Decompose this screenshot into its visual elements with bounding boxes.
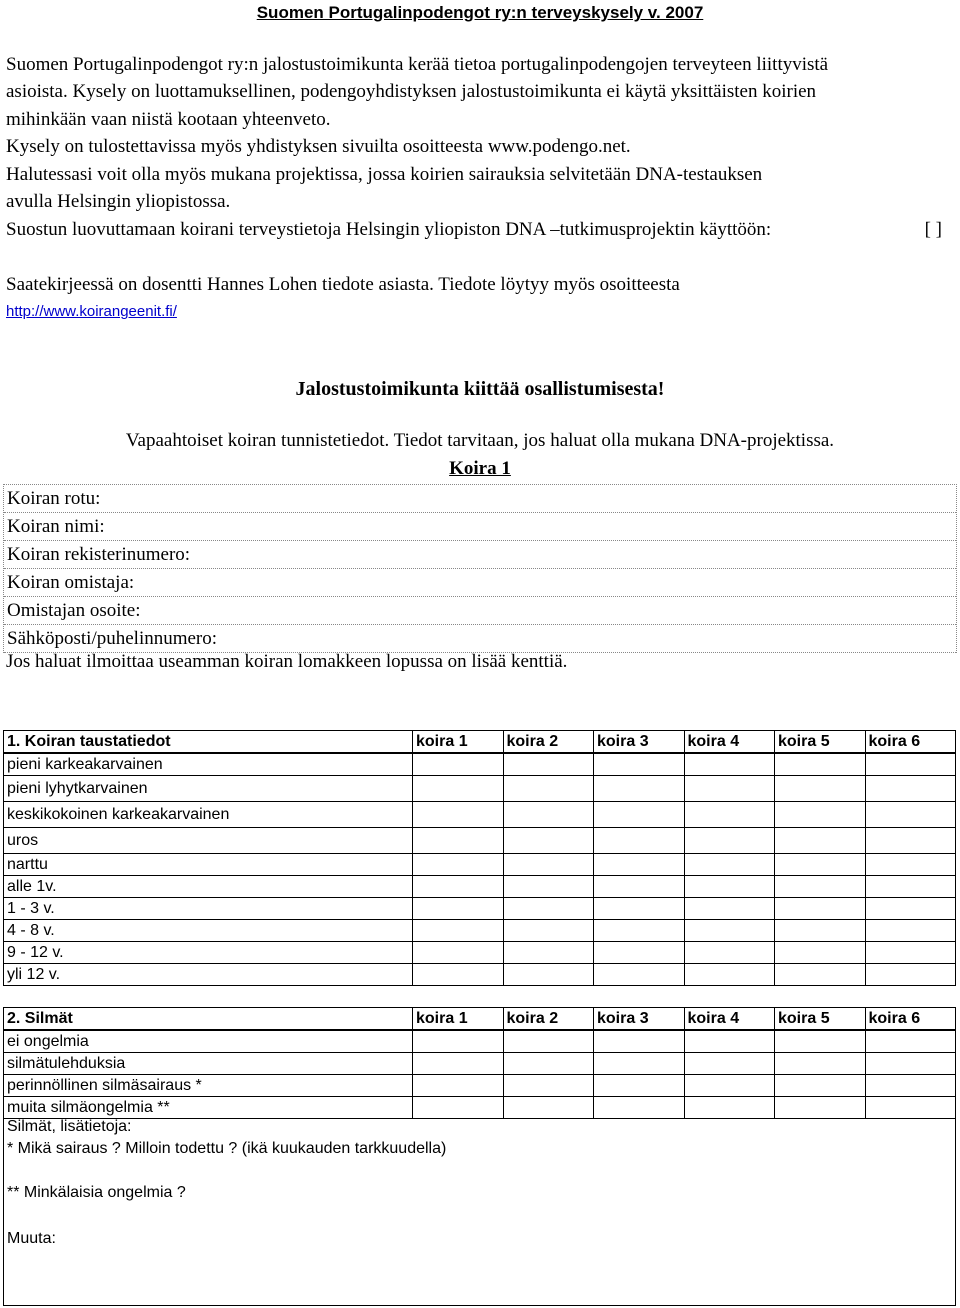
answer-cell[interactable]: [413, 964, 504, 986]
answer-cell[interactable]: [413, 753, 504, 776]
answer-cell[interactable]: [684, 776, 775, 802]
answer-cell[interactable]: [503, 942, 594, 964]
answer-cell[interactable]: [684, 920, 775, 942]
dog-1-title: Koira 1: [449, 458, 511, 479]
answer-cell[interactable]: [865, 898, 956, 920]
answer-cell[interactable]: [503, 876, 594, 898]
table-row: [4, 920, 956, 942]
table-row: [4, 1075, 956, 1097]
address-field[interactable]: [4, 597, 956, 625]
notes-label: Silmät, lisätietoja:: [7, 1118, 132, 1135]
answer-cell[interactable]: [594, 828, 685, 854]
row-label: uros: [4, 828, 413, 854]
column-header: koira 6: [865, 1008, 956, 1031]
table-row: [4, 942, 956, 964]
answer-cell[interactable]: [865, 828, 956, 854]
column-header: koira 4: [684, 1008, 775, 1031]
answer-cell[interactable]: [684, 854, 775, 876]
name-label: Koiran nimi:: [7, 516, 105, 537]
name-field[interactable]: [4, 513, 956, 541]
answer-cell[interactable]: [865, 776, 956, 802]
table-row: [4, 898, 956, 920]
answer-cell[interactable]: [594, 776, 685, 802]
column-header: koira 1: [413, 1008, 504, 1031]
answer-cell[interactable]: [594, 942, 685, 964]
answer-cell[interactable]: [865, 1075, 956, 1097]
answer-cell[interactable]: [775, 802, 866, 828]
row-label: keskikokoinen karkeakarvainen: [4, 802, 413, 828]
column-header: koira 5: [775, 1008, 866, 1031]
answer-cell[interactable]: [775, 942, 866, 964]
answer-cell[interactable]: [775, 1075, 866, 1097]
answer-cell[interactable]: [865, 964, 956, 986]
answer-cell[interactable]: [684, 876, 775, 898]
answer-cell[interactable]: [413, 1030, 504, 1053]
table-row: [4, 776, 956, 802]
breed-field[interactable]: [4, 485, 956, 513]
column-header: koira 6: [865, 731, 956, 754]
answer-cell[interactable]: [594, 753, 685, 776]
table-row: [4, 854, 956, 876]
answer-cell[interactable]: [684, 802, 775, 828]
answer-cell[interactable]: [594, 964, 685, 986]
dog-identification-fields: [3, 484, 957, 653]
answer-cell[interactable]: [865, 1053, 956, 1075]
answer-cell[interactable]: [594, 854, 685, 876]
answer-cell[interactable]: [865, 854, 956, 876]
column-header: koira 3: [594, 1008, 685, 1031]
column-header: koira 4: [684, 731, 775, 754]
answer-cell[interactable]: [775, 828, 866, 854]
answer-cell[interactable]: [594, 1053, 685, 1075]
table-row: [4, 964, 956, 986]
document-title: Suomen Portugalinpodengot ry:n terveyskysely v. 2007: [256, 3, 704, 22]
owner-label: Koiran omistaja:: [7, 572, 135, 593]
table-header-row: [4, 1008, 956, 1031]
answer-cell[interactable]: [775, 898, 866, 920]
answer-cell[interactable]: [413, 854, 504, 876]
row-label: narttu: [4, 854, 413, 876]
answer-cell[interactable]: [865, 876, 956, 898]
eyes-notes-box[interactable]: [3, 1116, 956, 1306]
answer-cell[interactable]: [503, 1053, 594, 1075]
answer-cell[interactable]: [413, 1075, 504, 1097]
intro-line: Suomen Portugalinpodengot ry:n jalostustoimikunta kerää tietoa portugalinpodengojen terveyteen liittyvistä: [6, 54, 829, 75]
answer-cell[interactable]: [775, 876, 866, 898]
answer-cell[interactable]: [865, 942, 956, 964]
row-label: ei ongelmia: [4, 1030, 413, 1053]
address-label: Omistajan osoite:: [7, 600, 141, 621]
table-header-row: [4, 731, 956, 754]
answer-cell[interactable]: [503, 828, 594, 854]
answer-cell[interactable]: [503, 854, 594, 876]
attachment-note: Saatekirjeessä on dosentti Hannes Lohen tiedote asiasta. Tiedote löytyy myös osoitteesta: [6, 274, 680, 295]
answer-cell[interactable]: [775, 1030, 866, 1053]
problem-question: ** Minkälaisia ongelmia ?: [7, 1184, 186, 1201]
answer-cell[interactable]: [594, 920, 685, 942]
answer-cell[interactable]: [684, 1075, 775, 1097]
row-label: alle 1v.: [4, 876, 413, 898]
answer-cell[interactable]: [413, 898, 504, 920]
table-row: [4, 753, 956, 776]
answer-cell[interactable]: [413, 802, 504, 828]
answer-cell[interactable]: [775, 964, 866, 986]
disease-question: * Mikä sairaus ? Milloin todettu ? (ikä kuukauden tarkkuudella): [7, 1140, 447, 1157]
table-row: [4, 876, 956, 898]
answer-cell[interactable]: [594, 876, 685, 898]
registration-label: Koiran rekisterinumero:: [7, 544, 191, 565]
other-label: Muuta:: [7, 1230, 56, 1247]
answer-cell[interactable]: [865, 802, 956, 828]
answer-cell[interactable]: [503, 920, 594, 942]
row-label: yli 12 v.: [4, 964, 413, 986]
answer-cell[interactable]: [413, 1053, 504, 1075]
answer-cell[interactable]: [413, 776, 504, 802]
row-label: silmätulehduksia: [4, 1053, 413, 1075]
intro-line: avulla Helsingin yliopistossa.: [6, 191, 231, 212]
voluntary-info-title: Vapaahtoiset koiran tunnistetiedot. Tiedot tarvitaan, jos haluat olla mukana DNA-projektissa.: [125, 430, 835, 451]
answer-cell[interactable]: [503, 776, 594, 802]
answer-cell[interactable]: [865, 920, 956, 942]
background-table: [3, 730, 956, 986]
section-title: 1. Koiran taustatiedot: [4, 731, 413, 754]
answer-cell[interactable]: [775, 753, 866, 776]
row-label: 9 - 12 v.: [4, 942, 413, 964]
answer-cell[interactable]: [594, 1075, 685, 1097]
koirangeenit-link[interactable]: http://www.koirangeenit.fi/: [6, 303, 177, 320]
column-header: koira 5: [775, 731, 866, 754]
intro-line: Halutessasi voit olla myös mukana projektissa, jossa koirien sairauksia selvitetään DNA-testauksen: [6, 164, 763, 185]
answer-cell[interactable]: [594, 1030, 685, 1053]
consent-statement: Suostun luovuttamaan koirani terveystietoja Helsingin yliopiston DNA –tutkimusprojektin käyttöön:: [6, 219, 772, 240]
answer-cell[interactable]: [594, 898, 685, 920]
column-header: koira 1: [413, 731, 504, 754]
answer-cell[interactable]: [503, 964, 594, 986]
breed-label: Koiran rotu:: [7, 488, 101, 509]
answer-cell[interactable]: [413, 920, 504, 942]
answer-cell[interactable]: [503, 753, 594, 776]
owner-field[interactable]: [4, 569, 956, 597]
contact-label: Sähköposti/puhelinnumero:: [7, 628, 218, 649]
answer-cell[interactable]: [865, 753, 956, 776]
table-row: [4, 828, 956, 854]
answer-cell[interactable]: [503, 1030, 594, 1053]
intro-line: mihinkään vaan niistä kootaan yhteenveto.: [6, 109, 331, 130]
answer-cell[interactable]: [684, 1030, 775, 1053]
row-label: 1 - 3 v.: [4, 898, 413, 920]
column-header: koira 2: [503, 731, 594, 754]
row-label: muita silmäongelmia **: [4, 1097, 413, 1119]
answer-cell[interactable]: [684, 942, 775, 964]
table-row: [4, 1030, 956, 1053]
answer-cell[interactable]: [503, 802, 594, 828]
consent-checkbox[interactable]: [ ]: [924, 219, 942, 240]
answer-cell[interactable]: [775, 854, 866, 876]
row-label: 4 - 8 v.: [4, 920, 413, 942]
answer-cell[interactable]: [775, 1053, 866, 1075]
row-label: pieni lyhytkarvainen: [4, 776, 413, 802]
answer-cell[interactable]: [865, 1030, 956, 1053]
answer-cell[interactable]: [775, 776, 866, 802]
answer-cell[interactable]: [684, 898, 775, 920]
answer-cell[interactable]: [594, 802, 685, 828]
column-header: koira 2: [503, 1008, 594, 1031]
answer-cell[interactable]: [413, 828, 504, 854]
row-label: perinnöllinen silmäsairaus *: [4, 1075, 413, 1097]
answer-cell[interactable]: [413, 876, 504, 898]
intro-line: Kysely on tulostettavissa myös yhdistyksen sivuilta osoitteesta www.podengo.net.: [6, 136, 631, 157]
answer-cell[interactable]: [503, 898, 594, 920]
answer-cell[interactable]: [684, 828, 775, 854]
intro-line: asioista. Kysely on luottamuksellinen, podengoyhdistyksen jalostustoimikunta ei käytä yksittäisten koirien: [6, 81, 817, 102]
contact-field[interactable]: [4, 625, 956, 653]
column-header: koira 3: [594, 731, 685, 754]
more-dogs-note: Jos haluat ilmoittaa useamman koiran lomakkeen lopussa on lisää kenttiä.: [6, 651, 568, 672]
answer-cell[interactable]: [413, 942, 504, 964]
answer-cell[interactable]: [684, 1053, 775, 1075]
registration-field[interactable]: [4, 541, 956, 569]
answer-cell[interactable]: [684, 964, 775, 986]
section-title: 2. Silmät: [4, 1008, 413, 1031]
thanks-heading: Jalostustoimikunta kiittää osallistumisesta!: [295, 378, 665, 400]
table-row: [4, 802, 956, 828]
answer-cell[interactable]: [775, 920, 866, 942]
row-label: pieni karkeakarvainen: [4, 753, 413, 776]
answer-cell[interactable]: [503, 1075, 594, 1097]
eyes-table: [3, 1007, 956, 1119]
answer-cell[interactable]: [684, 753, 775, 776]
table-row: [4, 1053, 956, 1075]
